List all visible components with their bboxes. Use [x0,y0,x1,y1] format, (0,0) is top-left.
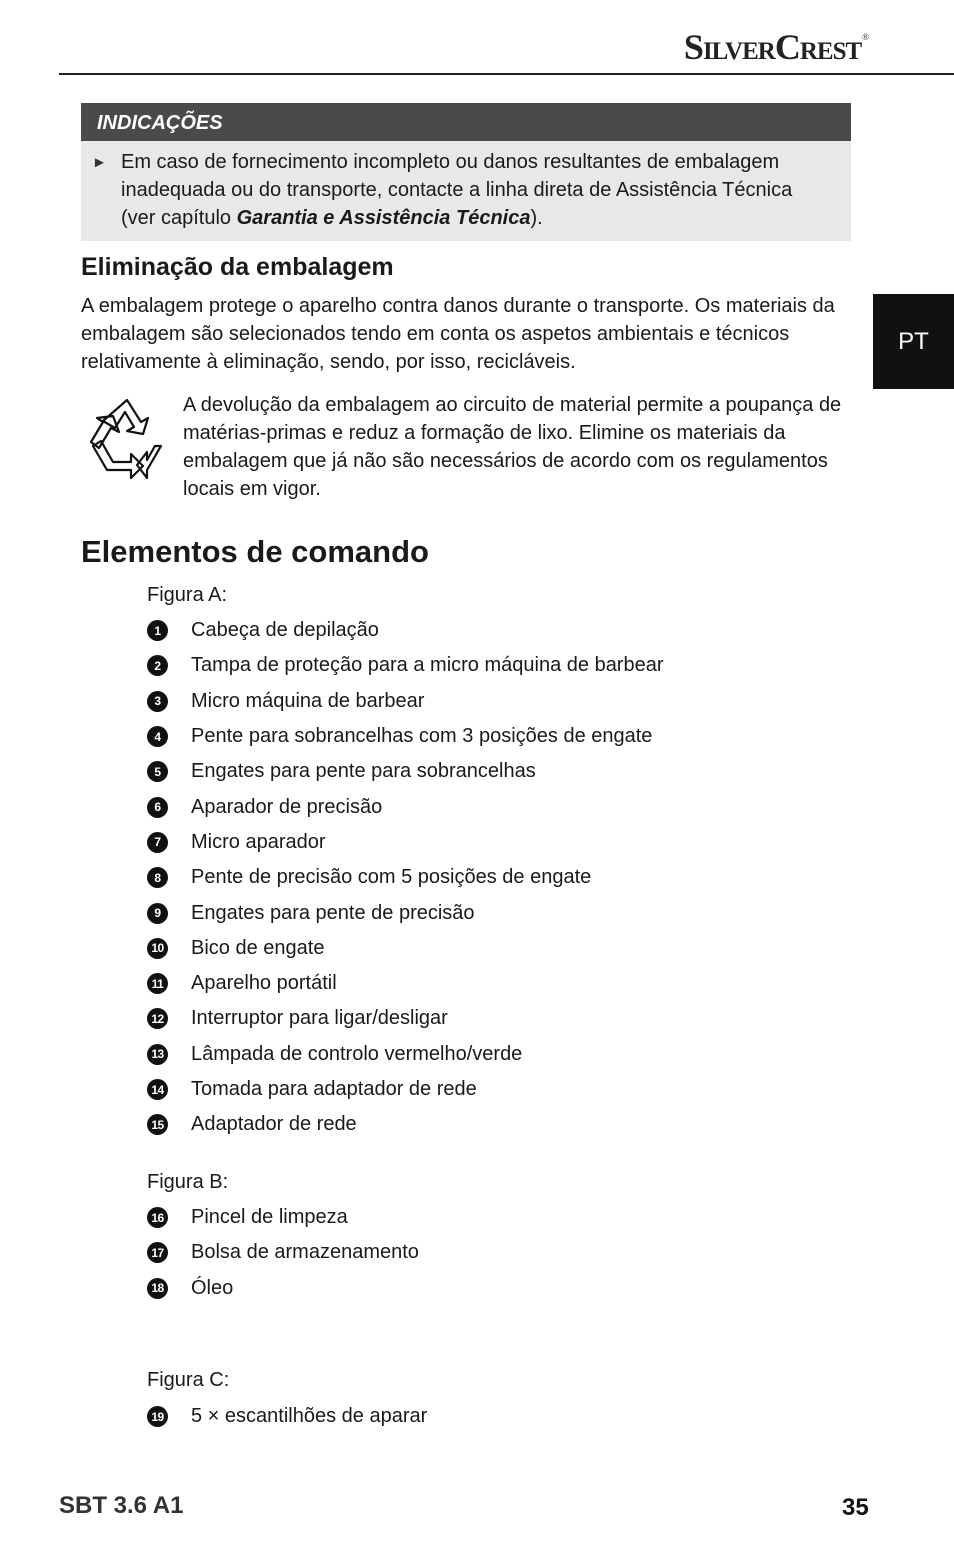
figure-c-list [147,1399,427,1434]
item-text: Bolsa de armazenamento [191,1241,419,1264]
recycle-paragraph: A devolução da embalagem ao circuito de material permite a poupança de matérias-primas e reduz a formação de lixo. Elimine os materiais da embalagem que já não são necessários de acordo com os regulamentos locais em vigor. [183,394,842,500]
list-item [147,789,664,824]
item-number-badge: 6 [147,797,168,818]
list-item [147,684,664,719]
item-text: Pente para sobrancelhas com 3 posições de engate [191,725,653,748]
list-item [147,1072,664,1107]
list-item [147,1399,427,1434]
note-box [81,103,851,241]
language-tab: PT [873,294,954,389]
list-item [147,1037,664,1072]
item-text: Micro aparador [191,830,326,853]
item-number-badge: 8 [147,867,168,888]
item-text: 5 × escantilhões de aparar [191,1405,428,1428]
list-item [147,1235,419,1270]
brand-logo: SilverCrest® [683,27,868,67]
item-number-badge: 9 [147,903,168,924]
item-text: Pente de precisão com 5 posições de engate [191,866,592,889]
item-number-badge: 4 [147,726,168,747]
list-item [147,648,664,683]
note-chapter-ref: Garantia e Assistência Técnica [236,207,531,229]
list-item [147,825,664,860]
item-text: Interruptor para ligar/desligar [191,1007,448,1030]
item-number-badge: 1 [147,620,168,641]
item-text: Micro máquina de barbear [191,689,425,712]
item-number-badge: 19 [147,1406,168,1427]
list-item [147,719,664,754]
note-body [81,141,851,241]
item-number-badge: 2 [147,655,168,676]
note-text: Em caso de fornecimento incompleto ou danos resultantes de embalagem inadequada ou do transporte, contacte a linha direta de Assistência Técnica (ver capítulo [121,151,793,229]
item-text: Cabeça de depilação [191,619,379,642]
list-item [147,966,664,1001]
note-title: INDICAÇÕES [81,103,851,141]
item-text: Tomada para adaptador de rede [191,1078,477,1100]
item-text: Pincel de limpeza [191,1206,348,1229]
figure-a-list [147,613,664,1142]
list-item [147,754,664,789]
item-number-badge: 17 [147,1242,168,1263]
page-number: 35 [842,1494,869,1521]
item-number-badge: 18 [147,1278,168,1299]
item-text: Óleo [191,1276,234,1299]
note-text-end: ). [530,207,543,229]
item-text: Aparelho portátil [191,972,337,995]
figure-a-label: Figura A: [147,584,228,606]
item-number-badge: 7 [147,832,168,853]
figure-c-label: Figura C: [147,1369,230,1391]
list-item [147,613,664,648]
section-heading-controls: Elementos de comando [81,534,429,569]
list-item [147,860,664,895]
triangle-bullet-icon: ► [92,154,107,171]
item-text: Adaptador de rede [191,1113,357,1136]
item-text: Tampa de proteção para a micro máquina de barbear [191,654,664,677]
item-text: Lâmpada de controlo vermelho/verde [191,1042,523,1065]
item-number-badge: 10 [147,938,168,959]
item-number-badge: 5 [147,761,168,782]
list-item [147,895,664,930]
figure-b-list [147,1200,419,1306]
item-number-badge: 16 [147,1207,168,1228]
item-number-badge: 13 [147,1044,168,1065]
recycle-icon [81,394,173,482]
item-text: Aparador de precisão [191,795,383,818]
item-number-badge: 12 [147,1008,168,1029]
packaging-paragraph: A embalagem protege o aparelho contra danos durante o transporte. Os materiais da embalagem são selecionados tendo em conta os aspetos ambientais e técnicos relativamente à eliminação, sendo, por isso, recicláveis. [81,295,835,373]
item-number-badge: 14 [147,1079,168,1100]
list-item [147,1001,664,1036]
list-item [147,931,664,966]
list-item [147,1200,419,1235]
item-text: Engates para pente para sobrancelhas [191,760,536,783]
model-number: SBT 3.6 A1 [59,1492,184,1519]
section-heading-packaging: Eliminação da embalagem [81,253,394,281]
item-text: Engates para pente de precisão [191,901,475,924]
item-number-badge: 15 [147,1114,168,1135]
item-number-badge: 11 [147,973,168,994]
figure-b-label: Figura B: [147,1171,229,1193]
list-item [147,1107,664,1142]
list-item [147,1271,419,1306]
item-number-badge: 3 [147,691,168,712]
item-text: Bico de engate [191,936,325,959]
header-rule [59,73,954,75]
